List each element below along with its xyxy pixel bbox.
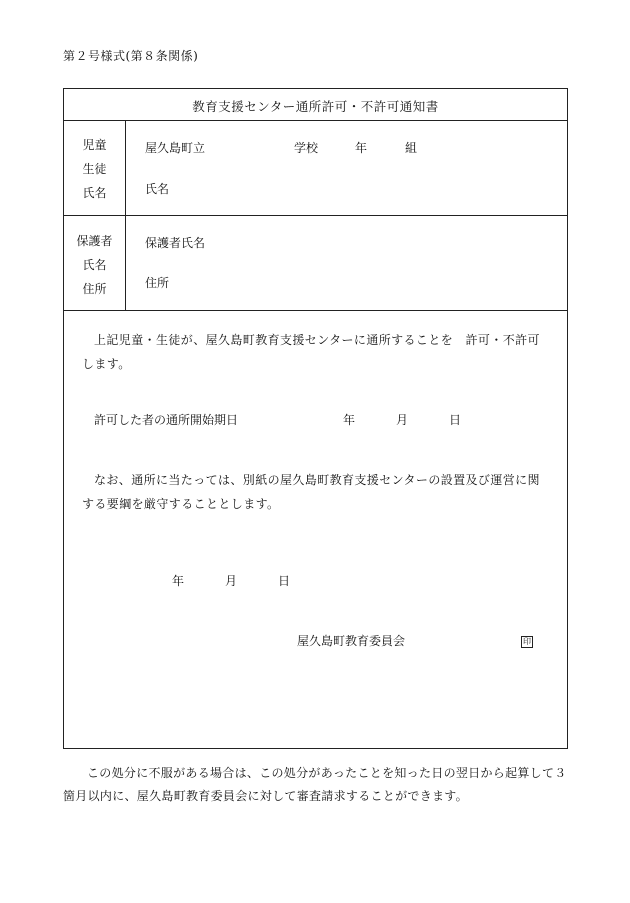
form-number: 第２号様式(第８条関係): [63, 49, 199, 63]
issue-day-label: 日: [278, 574, 291, 588]
school-label: 学校: [294, 141, 319, 155]
student-label-line-2: 生徒: [82, 162, 107, 176]
issue-year-label: 年: [172, 574, 185, 588]
guardian-label-line-1: 保護者: [76, 234, 113, 248]
start-date-label: 許可した者の通所開始期日: [94, 413, 239, 427]
start-year-label: 年: [343, 413, 356, 427]
start-day-label: 日: [449, 413, 462, 427]
form-title: 教育支援センター通所許可・不許可通知書: [192, 99, 439, 114]
student-label-line-3: 氏名: [82, 186, 107, 200]
class-label: 組: [405, 141, 418, 155]
official-seal-mark: [521, 633, 533, 648]
guardian-row-divider: [64, 310, 567, 311]
student-row-divider: [64, 215, 567, 216]
issue-month-label: 月: [225, 574, 238, 588]
guardian-address-label: 住所: [145, 276, 170, 290]
student-name-label: 氏名: [145, 182, 170, 196]
permission-paragraph: 上記児童・生徒が、屋久島町教育支援センターに通所することを 許可・不許可します。: [82, 333, 540, 371]
seal-icon: 印: [523, 637, 531, 646]
appeal-notice: この処分に不服がある場合は、この処分があったことを知った日の翌日から起算して３箇月以内に、屋久島町教育委員会に対して審査請求することができます。: [63, 766, 567, 803]
start-month-label: 月: [396, 413, 409, 427]
issuer-name: 屋久島町教育委員会: [297, 634, 406, 648]
title-divider: [64, 120, 567, 121]
guardian-label: [64, 229, 125, 301]
student-column-divider: [125, 120, 126, 215]
compliance-paragraph: なお、通所に当たっては、別紙の屋久島町教育支援センターの設置及び運営に関する要綱を厳守することとします。: [82, 473, 540, 511]
guardian-label-line-2: 氏名: [82, 258, 107, 272]
grade-year-label: 年: [355, 141, 368, 155]
guardian-name-label: 保護者氏名: [145, 236, 206, 250]
student-label-line-1: 児童: [82, 138, 107, 152]
guardian-column-divider: [125, 215, 126, 310]
student-label: [64, 133, 125, 205]
town-school-label: 屋久島町立: [145, 141, 206, 155]
guardian-label-line-3: 住所: [82, 282, 107, 296]
notice-form-frame: [63, 88, 568, 749]
